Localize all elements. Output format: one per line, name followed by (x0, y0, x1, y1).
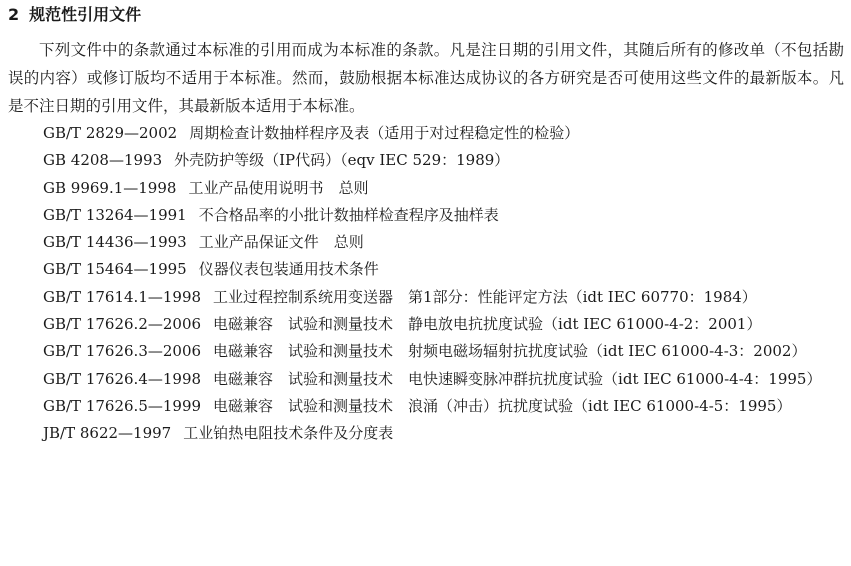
section-number: 2 (8, 5, 20, 24)
section-title: 规范性引用文件 (29, 5, 142, 24)
reference-title: 外壳防护等级（IP代码）（eqv IEC 529：1989） (174, 151, 510, 170)
reference-title: 电磁兼容 试验和测量技术 静电放电抗扰度试验（idt IEC 61000-4-2：2001） (213, 315, 762, 334)
reference-item (8, 120, 844, 147)
reference-code: GB/T 17626.3—2006 (43, 342, 202, 361)
reference-item (8, 393, 844, 420)
reference-code: GB/T 17614.1—1998 (43, 287, 202, 306)
reference-item (8, 147, 844, 174)
reference-title: 工业铂热电阻技术条件及分度表 (183, 424, 394, 443)
reference-title: 电磁兼容 试验和测量技术 电快速瞬变脉冲群抗扰度试验（idt IEC 61000-4-4：1995） (213, 369, 822, 388)
reference-item (8, 366, 844, 393)
reference-title: 工业过程控制系统用变送器 第1部分：性能评定方法（idt IEC 60770：1984） (213, 287, 757, 306)
intro-paragraph: 下列文件中的条款通过本标准的引用而成为本标准的条款。凡是注日期的引用文件，其随后所有的修改单（不包括勘误的内容）或修订版均不适用于本标准。然而，鼓励根据本标准达成协议的各方研究是否可使用这些文件的最新版本。凡是不注日期的引用文件，其最新版本适用于本标准。 (8, 41, 844, 115)
reference-title: 仪器仪表包装通用技术条件 (198, 260, 379, 279)
reference-code: JB/T 8622—1997 (43, 424, 172, 443)
reference-item (8, 202, 844, 229)
reference-code: GB/T 17626.5—1999 (43, 396, 202, 415)
reference-item (8, 311, 844, 338)
reference-item (8, 420, 844, 447)
reference-title: 电磁兼容 试验和测量技术 浪涌（冲击）抗扰度试验（idt IEC 61000-4-5：1995） (213, 396, 792, 415)
section-heading (8, 3, 141, 27)
reference-code: GB/T 17626.2—2006 (43, 315, 202, 334)
reference-item (8, 175, 844, 202)
reference-title: 工业产品保证文件 总则 (198, 233, 364, 252)
reference-code: GB/T 17626.4—1998 (43, 369, 202, 388)
reference-code: GB 9969.1—1998 (43, 178, 177, 197)
reference-code: GB/T 14436—1993 (43, 233, 187, 252)
reference-list (8, 120, 844, 448)
reference-item (8, 284, 844, 311)
reference-code: GB/T 2829—2002 (43, 124, 178, 142)
reference-code: GB/T 15464—1995 (43, 260, 187, 279)
reference-item (8, 338, 844, 365)
reference-title: 工业产品使用说明书 总则 (188, 178, 369, 197)
reference-code: GB/T 13264—1991 (43, 205, 187, 224)
reference-item (8, 229, 844, 256)
reference-code: GB 4208—1993 (43, 151, 163, 170)
reference-title: 电磁兼容 试验和测量技术 射频电磁场辐射抗扰度试验（idt IEC 61000-4-3：2002） (213, 342, 807, 361)
reference-item (8, 256, 844, 283)
reference-title: 不合格品率的小批计数抽样检查程序及抽样表 (198, 205, 499, 224)
reference-title: 周期检查计数抽样程序及表（适用于对过程稳定性的检验） (189, 124, 580, 142)
